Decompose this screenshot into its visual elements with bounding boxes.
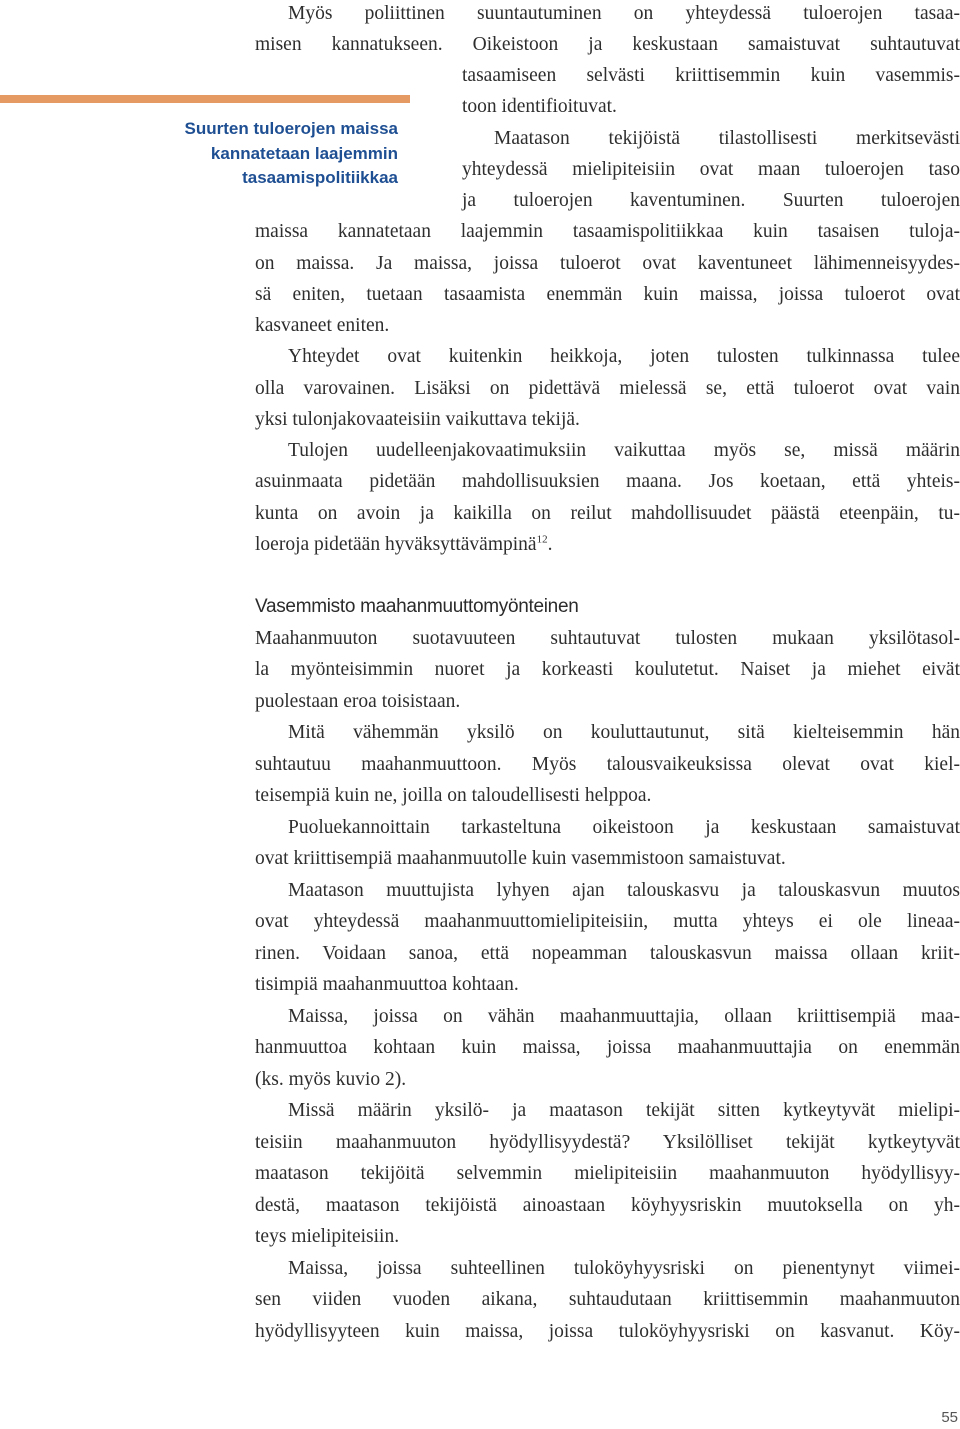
body-line: teisempiä kuin ne, joilla on taloudellisesti helppoa. — [255, 785, 652, 806]
body-line: Mitä vähemmän yksilö on kouluttautunut, sitä kielteisemmin hän — [288, 722, 960, 743]
body-line: ovat yhteydessä maahanmuuttomielipiteisiin, mutta yhteys ei ole lineaa- — [255, 911, 960, 932]
body-line-text: . — [547, 534, 553, 555]
body-line: teys mielipiteisiin. — [255, 1226, 400, 1247]
body-line: Puoluekannoittain tarkasteltuna oikeistoon ja keskustaan samaistuvat — [288, 817, 960, 838]
body-line: yksi tulonjakovaateisiin vaikuttava tekijä. — [255, 409, 580, 430]
body-line: kasvaneet eniten. — [255, 315, 390, 336]
body-line: teisiin maahanmuuton hyödyllisyydestä? Yksilölliset tekijät kytkeytyvät — [255, 1132, 960, 1153]
body-line: Yhteydet ovat kuitenkin heikkoja, joten tulosten tulkinnassa tulee — [288, 346, 960, 367]
body-line: asuinmaata pidetään mahdollisuuksien maana. Jos koetaan, että yhteis- — [255, 471, 960, 492]
body-line: olla varovainen. Lisäksi on pidettävä mielessä se, että tuloerot ovat vain — [255, 378, 960, 399]
body-line: (ks. myös kuvio 2). — [255, 1069, 407, 1090]
footnote-marker[interactable]: 12 — [536, 533, 548, 546]
body-line: Maissa, joissa suhteellinen tuloköyhyysriski on pienentynyt viimei- — [288, 1258, 960, 1279]
pull-quote-line: kannatetaan laajemmin — [210, 143, 398, 163]
body-line: destä, maatason tekijöistä ainoastaan köyhyysriskin muutoksella on yh- — [255, 1195, 960, 1216]
body-line: tisimpiä maahanmuuttoa kohtaan. — [255, 974, 519, 995]
section-heading: Vasemmisto maahanmuuttomyönteinen — [255, 596, 579, 617]
body-line: Maahanmuuton suotavuuteen suhtautuvat tulosten mukaan yksilötasol- — [255, 628, 960, 649]
body-line: on maissa. Ja maissa, joissa tuloerot ovat kaventuneet lähimenneisyydes- — [255, 253, 960, 274]
body-line: tasaamiseen selvästi kriittisemmin kuin vasemmis- — [462, 65, 960, 86]
body-line: Myös poliittinen suuntautuminen on yhteydessä tuloerojen tasaa- — [288, 3, 960, 24]
accent-bar — [0, 95, 410, 103]
body-line: ovat kriittisempiä maahanmuutolle kuin vasemmistoon samaistuvat. — [255, 848, 786, 869]
body-line: sä eniten, tuetaan tasaamista enemmän kuin maissa, joissa tuloerot ovat — [255, 284, 960, 305]
page-number: 55 — [941, 1409, 958, 1426]
body-line: toon identifioituvat. — [462, 96, 617, 117]
body-line: suhtautuu maahanmuuttoon. Myös talousvaikeuksissa olevat ovat kiel- — [255, 754, 960, 775]
body-line: sen viiden vuoden aikana, suhtaudutaan kriittisemmin maahanmuuton — [255, 1289, 960, 1310]
body-line: hanmuuttoa kohtaan kuin maissa, joissa maahanmuuttajia on enemmän — [255, 1037, 960, 1058]
body-line: yhteydessä mielipiteisiin ovat maan tuloerojen taso — [462, 159, 960, 180]
body-line: misen kannatukseen. Oikeistoon ja keskustaan samaistuvat suhtautuvat — [255, 34, 960, 55]
body-line-text: loeroja pidetään hyväksyttävämpinä — [255, 534, 537, 555]
body-line: kunta on avoin ja kaikilla on reilut mahdollisuudet päästä eteenpäin, tu- — [255, 503, 960, 524]
pull-quote-line: tasaamispolitiikkaa — [242, 168, 398, 187]
body-line: Maatason tekijöistä tilastollisesti merkitsevästi — [494, 128, 960, 149]
body-line: Maissa, joissa on vähän maahanmuuttajia, ollaan kriittisempiä maa- — [288, 1006, 960, 1027]
body-line: maissa kannatetaan laajemmin tasaamispolitiikkaa kuin tasaisen tuloja- — [255, 221, 960, 242]
pull-quote — [110, 117, 398, 191]
body-line: Missä määrin yksilö- ja maatason tekijät sitten kytkeytyvät mielipi- — [288, 1100, 960, 1121]
pull-quote-line: Suurten tuloerojen maissa — [184, 119, 398, 138]
body-line: maatason tekijöitä selvemmin mielipiteisiin maahanmuuton hyödyllisyy- — [255, 1163, 960, 1184]
body-line: puolestaan eroa toisistaan. — [255, 691, 461, 712]
body-line: rinen. Voidaan sanoa, että nopeamman talouskasvun maissa ollaan kriit- — [255, 943, 960, 964]
body-line — [255, 533, 552, 557]
body-line: la myönteisimmin nuoret ja korkeasti koulutetut. Naiset ja miehet eivät — [255, 659, 960, 680]
body-line: ja tuloerojen kaventuminen. Suurten tuloerojen — [462, 190, 960, 211]
body-line: Maatason muuttujista lyhyen ajan talouskasvu ja talouskasvun muutos — [288, 880, 960, 901]
body-line: hyödyllisyyteen kuin maissa, joissa tuloköyhyysriski on kasvanut. Köy- — [255, 1321, 960, 1342]
body-line: Tulojen uudelleenjakovaatimuksiin vaikuttaa myös se, missä määrin — [288, 440, 960, 461]
